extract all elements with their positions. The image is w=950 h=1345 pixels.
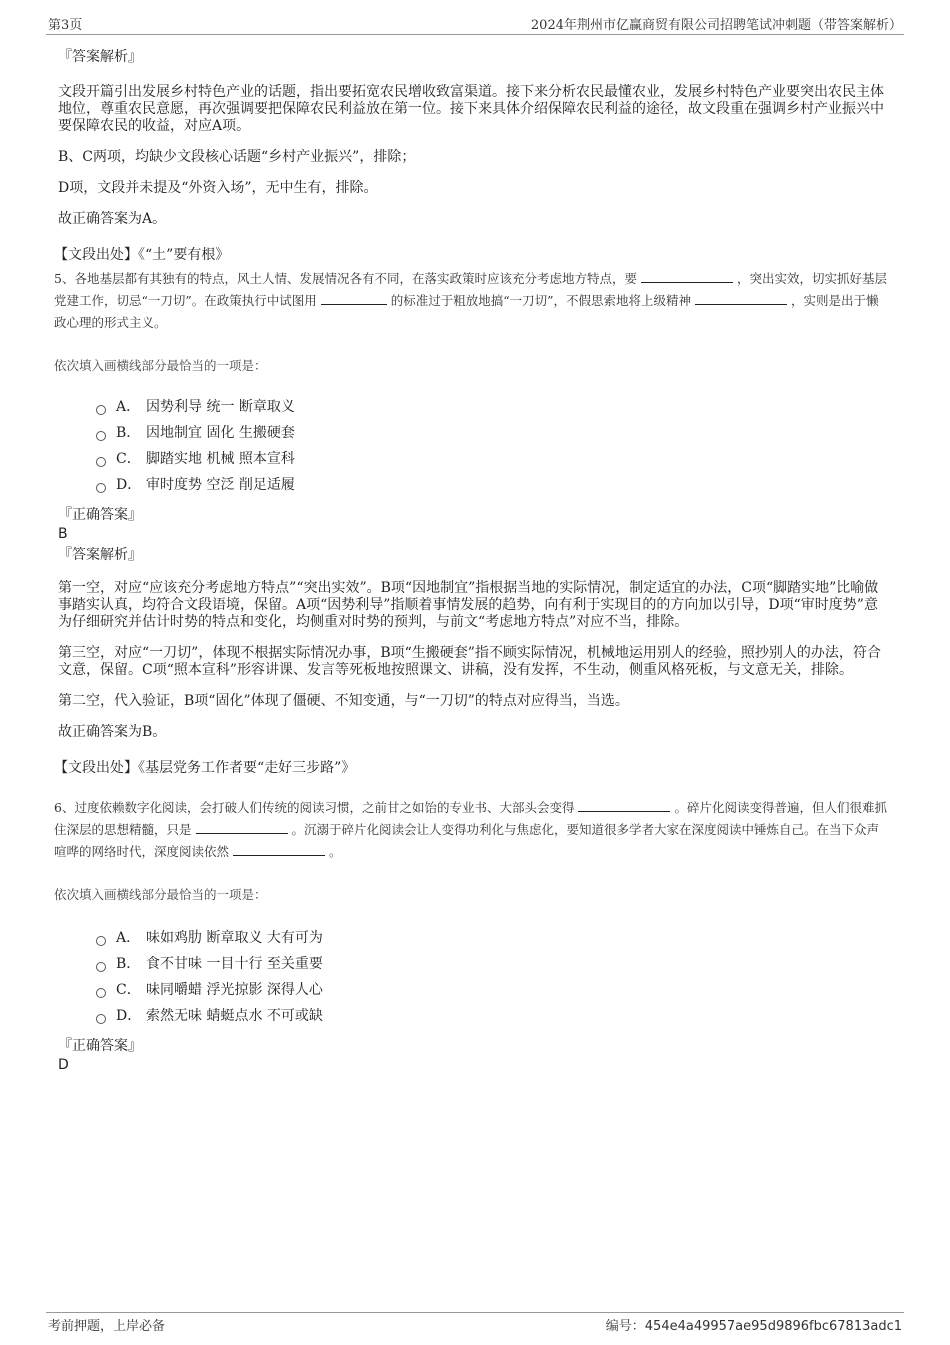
q5-option-a[interactable]: A． 因势利导 统一 断章取义 [96,394,888,420]
q5-analysis-para: 第一空，对应“应该充分考虑地方特点”“突出实效”。B项“因地制宜”指根据当地的实际情况，制定适宜的办法，C项“脚踏实地”比喻做事踏实认真，均符合文段语境，保留。A项“因势利导”指顺着事情发展的趋势，向有利于实现目的的方向加以引导，D项“审时度势”意为仔细研究并估计时势的特点和变化，均侧重对时势的预判，与前文“考虑地方特点”对应不当，排除。 [58,580,879,630]
radio-icon[interactable] [96,962,106,972]
q6-prompt: 依次填入画横线部分最恰当的一项是： [54,887,267,902]
q5-blank-2 [321,292,387,305]
q5-answer-label: 『正确答案』 [58,507,142,523]
radio-icon[interactable] [96,483,106,493]
radio-icon[interactable] [96,936,106,946]
q5-option-b[interactable]: B． 因地制宜 固化 生搬硬套 [96,420,888,446]
document-title: 2024年荆州市亿赢商贸有限公司招聘笔试冲刺题（带答案解析） [530,18,902,33]
q4-analysis-para: B、C两项，均缺少文段核心话题“乡村产业振兴”，排除； [58,149,416,165]
radio-icon[interactable] [96,431,106,441]
q5-analysis-para: 第二空，代入验证，B项“固化”体现了僵硬、不知变通，与“一刀切”的特点对应得当，当选。 [58,693,629,709]
page-header [46,14,904,35]
q5-stem-text: ，实则是出于懒政心理的形式主义。 [54,293,879,330]
q4-analysis-para: 故正确答案为A。 [58,211,167,227]
q6-stem-text: 6、过度依赖数字化阅读，会打破人们传统的阅读习惯，之前甘之如饴的专业书、大部头会变得 [54,800,575,815]
q5-option-d[interactable]: D． 审时度势 空泛 削足适履 [96,472,888,498]
footer-code-label: 编号： [605,1319,645,1334]
q6-option-b[interactable]: B． 食不甘味 一目十行 至关重要 [96,951,888,977]
q6-stem [54,797,888,863]
q6-answer: D [58,1057,69,1073]
radio-icon[interactable] [96,1014,106,1024]
q6-stem-text: 。沉溺于碎片化阅读会让人变得功利化与焦虑化，要知道很多学者大家在深度阅读中锤炼自己。在当下众声喧哗的网络时代，深度阅读依然 [54,822,879,859]
q5-stem-text: 5、各地基层都有其独有的特点，风土人情、发展情况各有不同，在落实政策时应该充分考虑地方特点，要 [54,271,637,286]
q4-analysis-para: 文段开篇引出发展乡村特色产业的话题，指出要拓宽农民增收致富渠道。接下来分析农民最懂农业，发展乡村特色产业要突出农民主体地位，尊重农民意愿，再次强调要把保障农民利益放在第一位。接下来具体介绍保障农民利益的途径，故文段重在强调乡村产业振兴中要保障农民的收益，对应A项。 [58,84,884,134]
q5-stem-text: 的标准过于粗放地搞“一刀切”，不假思索地将上级精神 [390,293,692,308]
q5-answer: B [58,526,68,542]
q6-stem-text: 。碎片化阅读变得普遍，但人们很难抓住深层的思想精髓，只是 [54,800,887,837]
q5-analysis-para: 第三空，对应“一刀切”，体现不根据实际情况办事，B项“生搬硬套”指不顾实际情况，机械地运用别人的经验，照抄别人的办法，符合文意，保留。C项“照本宣科”形容讲课、发言等死板地按照课文、讲稿，没有发挥，不生动，侧重风格死板，与文意无关，排除。 [58,645,881,678]
q6-option-c[interactable]: C． 味同嚼蜡 浮光掠影 深得人心 [96,977,888,1003]
q4-source: 【文段出处】《“土”要有根》 [54,247,230,263]
q6-stem-text: 。 [328,844,342,859]
q5-options [96,394,888,498]
q6-blank-1 [578,799,670,812]
q5-stem-text: ，突出实效，切实抓好基层党建工作，切忌“一刀切”。在政策执行中试图用 [54,271,887,308]
q5-analysis-para: 故正确答案为B。 [58,724,167,740]
radio-icon[interactable] [96,405,106,415]
q5-blank-3 [695,292,787,305]
q6-option-d[interactable]: D． 索然无味 蜻蜓点水 不可或缺 [96,1003,888,1029]
q6-option-a[interactable]: A． 味如鸡肋 断章取义 大有可为 [96,925,888,951]
q5-option-c[interactable]: C． 脚踏实地 机械 照本宣科 [96,446,888,472]
radio-icon[interactable] [96,988,106,998]
q6-options [96,925,888,1029]
q4-analysis-para: D项，文段并未提及“外资入场”，无中生有，排除。 [58,180,378,196]
q6-answer-label: 『正确答案』 [58,1038,142,1054]
q5-stem [54,268,888,334]
q4-analysis-label: 『答案解析』 [58,49,142,65]
q5-blank-1 [641,270,733,283]
q5-prompt: 依次填入画横线部分最恰当的一项是： [54,358,267,373]
footer-slogan: 考前押题，上岸必备 [48,1319,166,1334]
q5-source: 【文段出处】《基层党务工作者要“走好三步路”》 [54,760,356,776]
page-number: 第3页 [48,18,83,33]
q5-analysis-label: 『答案解析』 [58,547,142,563]
q6-blank-2 [196,821,288,834]
page-footer [46,1312,904,1335]
page-content [54,46,888,1073]
radio-icon[interactable] [96,457,106,467]
footer-code-value: 454e4a49957ae95d9896fbc67813adc1 [644,1319,902,1334]
q6-blank-3 [233,843,325,856]
footer-code [606,1315,902,1334]
